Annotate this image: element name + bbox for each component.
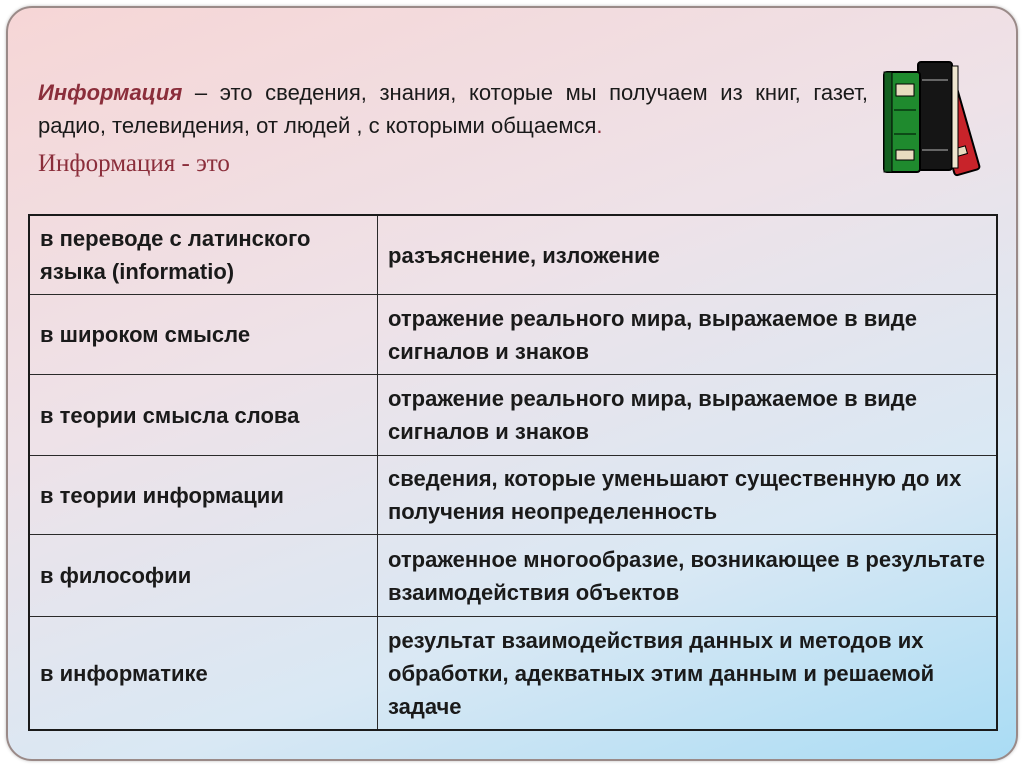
term-information: Информация xyxy=(38,80,183,105)
meaning-cell: отражение реального мира, выражаемое в виде сигналов и знаков xyxy=(378,375,998,456)
context-cell: в философии xyxy=(29,535,378,617)
context-cell: в теории смысла слова xyxy=(29,375,378,456)
intro-period: . xyxy=(596,113,603,138)
meaning-cell: сведения, которые уменьшают существенную до их получения неопределенность xyxy=(378,456,998,535)
table-row xyxy=(29,456,997,535)
table-row xyxy=(29,535,997,617)
context-cell: в теории информации xyxy=(29,456,378,535)
definitions-table xyxy=(28,214,998,731)
table-row xyxy=(29,617,997,731)
slide xyxy=(6,6,1018,761)
meaning-cell: отраженное многообразие, возникающее в результате взаимодействия объектов xyxy=(378,535,998,617)
meaning-cell: результат взаимодействия данных и методов их обработки, адекватных этим данным и решаемой задаче xyxy=(378,617,998,731)
context-cell: в широком смысле xyxy=(29,295,378,375)
table-row xyxy=(29,215,997,295)
table-row xyxy=(29,375,997,456)
intro-paragraph xyxy=(38,76,868,142)
context-cell: в информатике xyxy=(29,617,378,731)
subtitle: Информация - это xyxy=(38,150,230,177)
meaning-cell: отражение реального мира, выражаемое в виде сигналов и знаков xyxy=(378,295,998,375)
table-row xyxy=(29,295,997,375)
meaning-cell: разъяснение, изложение xyxy=(378,215,998,295)
intro-text: – это сведения, знания, которые мы получаем из книг, газет, радио, телевидения, от людей , с которыми общаемся xyxy=(38,80,868,138)
books-icon xyxy=(876,50,998,180)
context-cell: в переводе с латинского языка (informatio) xyxy=(29,215,378,295)
